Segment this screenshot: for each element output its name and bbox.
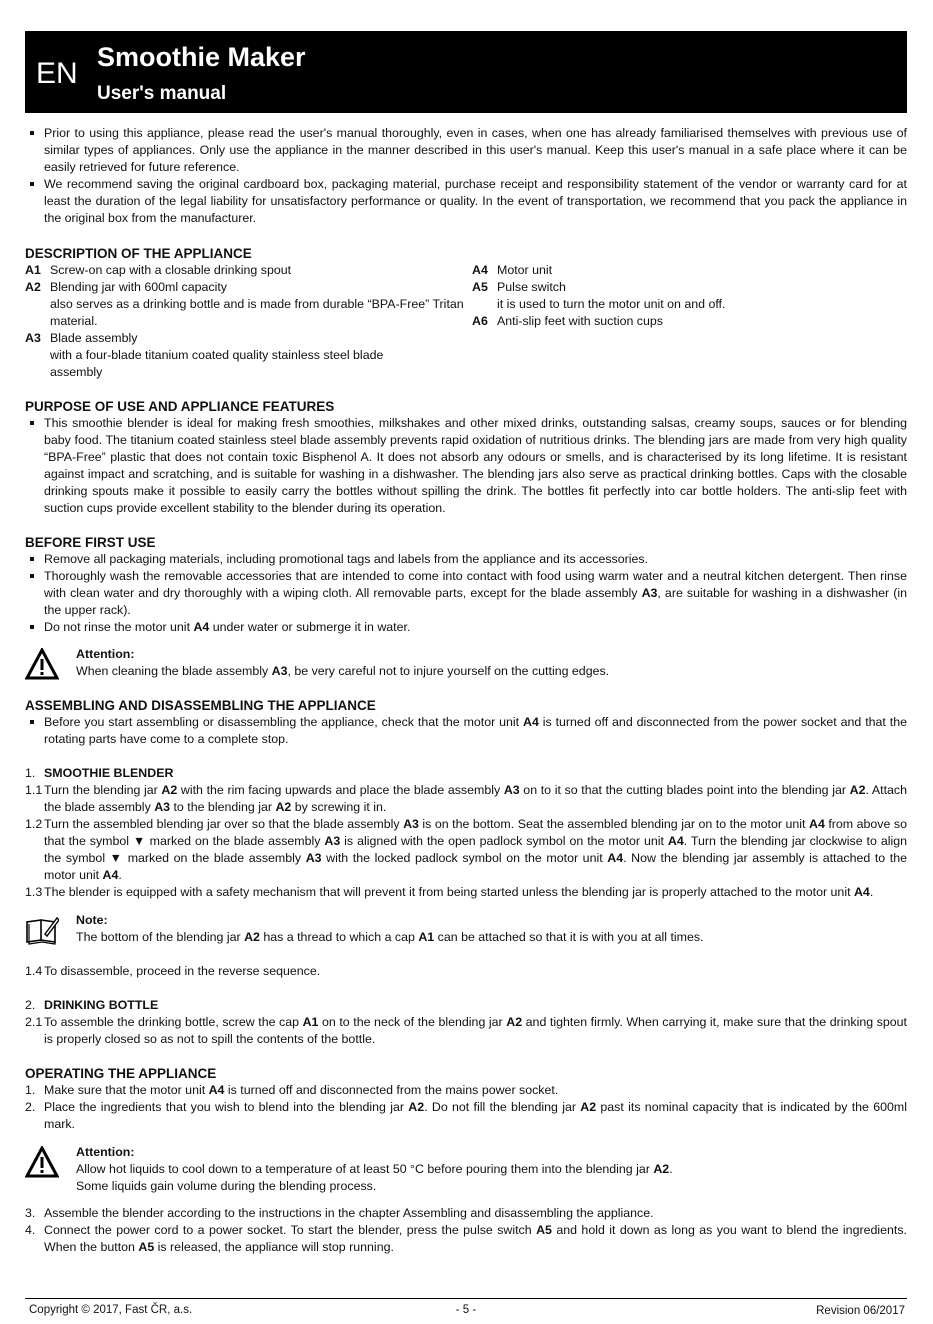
before-bullet: Thoroughly wash the removable accessories that are intended to come into contact with food using warm water and a neutral kitchen detergent. Then rinse with clean water and dry thoroughly with a wiping cloth. All removable parts, except for the blade assembly A3, are suitable for washing in a dishwasher (in the upper rack).	[25, 568, 907, 619]
manual-content	[25, 125, 907, 1256]
copyright: Copyright © 2017, Fast ČR, a.s.	[29, 1304, 193, 1316]
warning-icon	[25, 1146, 59, 1178]
description-item-detail: with a four-blade titanium coated quality stainless steel blade assembly	[50, 348, 384, 379]
description-item: A1 Screw-on cap with a closable drinking spout	[25, 263, 292, 277]
description-item: A3 Blade assembly	[25, 331, 138, 345]
description-item-detail: also serves as a drinking bottle and is made from durable “BPA-Free” Tritan material.	[50, 297, 464, 328]
description-item: A2 Blending jar with 600ml capacity	[25, 280, 228, 294]
page-header	[25, 31, 907, 113]
attention-box	[25, 1144, 907, 1195]
intro-bullet: We recommend saving the original cardboard box, packaging material, purchase receipt and responsibility statement of the vendor or warranty card for at least the duration of the legal liability for unsatisfactory performance or quality. In the event of transportation, we recommend that you pack the appliance in the original box from the manufacturer.	[25, 176, 907, 227]
language-code: EN	[36, 57, 78, 90]
operating-step: 2. Place the ingredients that you wish to blend into the blending jar A2. Do not fill the blending jar A2 past its nominal capacity that is indicated by the 600ml mark.	[25, 1100, 907, 1131]
attention-box	[25, 646, 907, 680]
note-label: Note:	[76, 913, 108, 927]
section-drinking-bottle: 2. DRINKING BOTTLE	[25, 998, 159, 1012]
assembling-heading: ASSEMBLING AND DISASSEMBLING THE APPLIANCE	[25, 698, 376, 713]
attention-text: When cleaning the blade assembly A3, be very careful not to injure yourself on the cutting edges.	[76, 664, 610, 678]
revision: Revision 06/2017	[816, 1305, 905, 1317]
document-subtitle: User's manual	[97, 83, 227, 104]
description-item: A5 Pulse switch	[472, 280, 566, 294]
attention-label: Attention:	[76, 1145, 135, 1159]
section-smoothie-blender: 1. SMOOTHIE BLENDER	[25, 766, 174, 780]
operating-step: 1. Make sure that the motor unit A4 is turned off and disconnected from the mains power socket.	[25, 1083, 559, 1097]
before-bullet: Remove all packaging materials, including promotional tags and labels from the appliance and its accessories.	[25, 551, 907, 568]
description-item: A6 Anti-slip feet with suction cups	[472, 314, 663, 328]
step-1-3: 1.3 The blender is equipped with a safety mechanism that will prevent it from being started unless the blending jar is properly attached to the motor unit A4.	[25, 885, 874, 899]
page-number: - 5 -	[455, 1304, 477, 1316]
before-first-use-heading: BEFORE FIRST USE	[25, 535, 156, 550]
operating-heading: OPERATING THE APPLIANCE	[25, 1066, 217, 1081]
note-text: The bottom of the blending jar A2 has a thread to which a cap A1 can be attached so that it is with you at all times.	[76, 930, 704, 944]
operating-step: 4. Connect the power cord to a power socket. To start the blender, press the pulse switch A5 and hold it down as long as you want to blend the ingredients. When the button A5 is released, the appliance will stop running.	[25, 1223, 907, 1254]
attention-text: Some liquids gain volume during the blending process.	[76, 1179, 377, 1193]
note-box	[25, 912, 907, 946]
intro-bullet: Prior to using this appliance, please read the user's manual thoroughly, even in cases, when one has already familiarised themselves with previous use of similar types of appliances. Only use the appliance in the manner described in this user's manual. Keep this user's manual in a safe place where it can be easily retrieved for future reference.	[25, 125, 907, 176]
description-right	[472, 262, 907, 381]
step-2-1: 2.1 To assemble the drinking bottle, screw the cap A1 on to the neck of the blending jar A2 and tighten firmly. When carrying it, make sure that the drinking spout is properly closed so as not to spill the contents of the bottle.	[25, 1015, 907, 1046]
assembling-bullet: Before you start assembling or disassembling the appliance, check that the motor unit A4 is turned off and disconnected from the power socket and that the rotating parts have come to a complete stop.	[25, 714, 907, 748]
purpose-heading: PURPOSE OF USE AND APPLIANCE FEATURES	[25, 399, 335, 414]
description-item: A4 Motor unit	[472, 263, 553, 277]
description-columns	[25, 262, 907, 381]
description-left	[25, 262, 472, 381]
operating-step: 3. Assemble the blender according to the instructions in the chapter Assembling and disassembling the appliance.	[25, 1206, 654, 1220]
purpose-text: This smoothie blender is ideal for making fresh smoothies, milkshakes and other mixed drinks, outstanding salsas, creamy soups, sauces or for blending baby food. The titanium coated stainless steel blade assembly prevents rapid oxidation of nutritious drinks. The blending jars are made from very high quality “BPA-Free” plastic that does not contain toxic Bisphenol A. It does not absorb any odours or smells, and is characterised by its long lifetime. It is resistant against impact and scratching, and is suitable for washing in a dishwasher. The blending jars also serve as practical drinking bottles. Caps with the closable drinking spouts make it possible to easily carry the bottles without spilling the drink. The bottles fit perfectly into car bottle holders. The anti-slip feet with suction cups provide excellent stability to the blender during its operation.	[25, 415, 907, 517]
step-1-2: 1.2 Turn the assembled blending jar over so that the blade assembly A3 is on the bottom. Seat the assembled blending jar on to the motor unit A4 from above so that the symbol ▼ marked on the blade assembly A3 is aligned with the open padlock symbol on the motor unit A4. Turn the blending jar clockwise to align the symbol ▼ marked on the blade assembly A3 with the locked padlock symbol on the motor unit A4. Now the blending jar assembly is attached to the motor unit A4.	[25, 817, 908, 882]
document-title: Smoothie Maker	[97, 42, 306, 72]
attention-text: Allow hot liquids to cool down to a temperature of at least 50 °C before pouring them into the blending jar A2.	[76, 1162, 673, 1176]
step-1-4: 1.4 To disassemble, proceed in the reverse sequence.	[25, 964, 321, 978]
description-heading: DESCRIPTION OF THE APPLIANCE	[25, 246, 252, 261]
description-item-detail: it is used to turn the motor unit on and off.	[497, 297, 726, 311]
page-footer	[25, 1298, 907, 1317]
warning-icon	[25, 648, 59, 680]
note-book-icon	[25, 914, 59, 946]
attention-label: Attention:	[76, 647, 135, 661]
before-bullet: Do not rinse the motor unit A4 under water or submerge it in water.	[25, 619, 907, 636]
step-1-1: 1.1 Turn the blending jar A2 with the rim facing upwards and place the blade assembly A3 on to it so that the cutting blades point into the blending jar A2. Attach the blade assembly A3 to the blending jar A2 by screwing it in.	[25, 783, 907, 814]
